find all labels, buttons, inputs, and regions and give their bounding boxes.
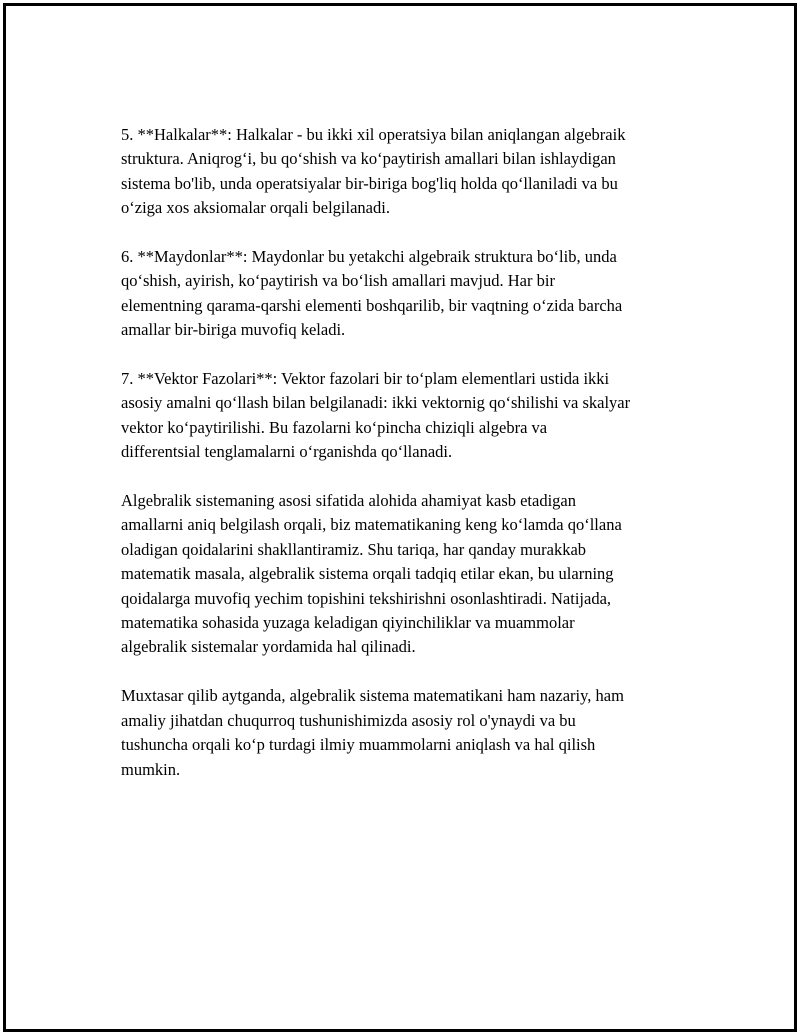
paragraph-halkalar xyxy=(121,123,701,221)
text-line: amaliy jihatdan chuqurroq tushunishimizda asosiy rol o'ynaydi va bu xyxy=(121,710,576,730)
text-line: differentsial tenglamalarni o‘rganishda qo‘llanadi. xyxy=(121,442,453,462)
text-line: elementning qarama-qarshi elementi boshqarilib, bir vaqtning o‘zida barcha xyxy=(121,295,623,315)
text-line: algebralik sistemalar yordamida hal qilinadi. xyxy=(121,637,416,657)
text-line: amallar bir-biriga muvofiq keladi. xyxy=(121,320,346,340)
text-line: Algebralik sistemaning asosi sifatida alohida ahamiyat kasb etadigan xyxy=(121,491,576,511)
page-frame xyxy=(3,3,797,1032)
text-line: struktura. Aniqrog‘i, bu qo‘shish va ko‘paytirish amallari bilan ishlaydigan xyxy=(121,149,616,169)
text-line: oladigan qoidalarini shakllantiramiz. Shu tariqa, har qanday murakkab xyxy=(121,539,587,559)
paragraph-algebralik-sistema xyxy=(121,489,701,660)
text-line: qoidalarga muvofiq yechim topishini tekshirishni osonlashtiradi. Natijada, xyxy=(121,588,612,608)
text-line: vektor ko‘paytirilishi. Bu fazolarni ko‘pincha chiziqli algebra va xyxy=(121,417,548,437)
text-line: o‘ziga xos aksiomalar orqali belgilanadi. xyxy=(121,198,390,218)
text-line: asosiy amalni qo‘llash bilan belgilanadi: ikki vektornig qo‘shilishi va skalyar xyxy=(121,393,631,413)
text-line: qo‘shish, ayirish, ko‘paytirish va bo‘lish amallari mavjud. Har bir xyxy=(121,271,555,291)
text-line: 6. **Maydonlar**: Maydonlar bu yetakchi algebraik struktura bo‘lib, unda xyxy=(121,247,617,267)
text-line: 5. **Halkalar**: Halkalar - bu ikki xil operatsiya bilan aniqlangan algebraik xyxy=(121,125,626,144)
text-line: sistema bo'lib, unda operatsiyalar bir-biriga bog'liq holda qo‘llaniladi va bu xyxy=(121,173,618,193)
document-body xyxy=(121,123,701,806)
paragraph-xulosa xyxy=(121,684,701,782)
text-line: 7. **Vektor Fazolari**: Vektor fazolari bir to‘plam elementlari ustida ikki xyxy=(121,369,610,389)
text-line: matematik masala, algebralik sistema orqali tadqiq etilar ekan, bu ularning xyxy=(121,564,614,584)
text-line: mumkin. xyxy=(121,759,181,779)
paragraph-maydonlar xyxy=(121,245,701,343)
text-line: tushuncha orqali ko‘p turdagi ilmiy muammolarni aniqlash va hal qilish xyxy=(121,735,596,755)
paragraph-vektor-fazolari xyxy=(121,367,701,465)
text-line: amallarni aniq belgilash orqali, biz matematikaning keng ko‘lamda qo‘llana xyxy=(121,515,622,535)
text-line: matematika sohasida yuzaga keladigan qiyinchiliklar va muammolar xyxy=(121,613,575,633)
text-line: Muxtasar qilib aytganda, algebralik sistema matematikani ham nazariy, ham xyxy=(121,686,624,706)
